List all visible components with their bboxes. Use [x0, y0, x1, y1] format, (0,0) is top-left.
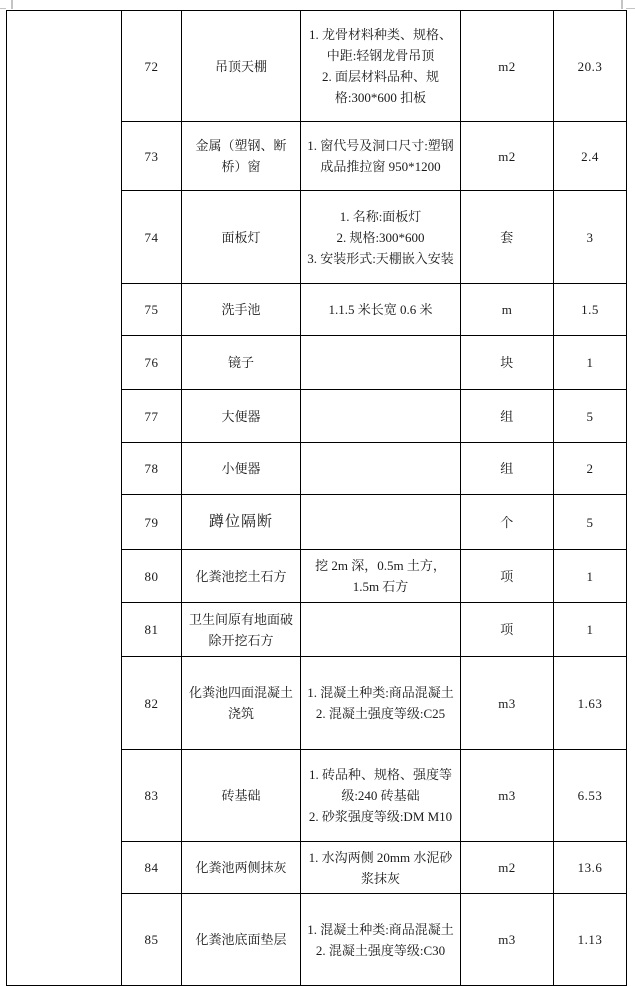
merged-empty-left-cell	[7, 11, 122, 986]
page-margin-mark-right-horizontal	[626, 8, 635, 9]
item-name-cell: 洗手池	[182, 284, 301, 336]
item-name-cell: 化粪池挖土石方	[182, 550, 301, 603]
item-number-cell: 79	[122, 495, 182, 550]
item-number-cell: 85	[122, 894, 182, 986]
item-number-cell: 73	[122, 122, 182, 191]
item-quantity-cell: 5	[554, 495, 627, 550]
item-feature-cell: 挖 2m 深，0.5m 土方，1.5m 石方	[301, 550, 461, 603]
item-name-cell: 化粪池底面垫层	[182, 894, 301, 986]
item-number-cell: 77	[122, 390, 182, 443]
item-feature-cell: 1. 窗代号及洞口尺寸:塑钢成品推拉窗 950*1200	[301, 122, 461, 191]
item-name-cell: 卫生间原有地面破除开挖石方	[182, 603, 301, 657]
item-name-cell: 面板灯	[182, 191, 301, 284]
item-quantity-cell: 13.6	[554, 842, 627, 894]
item-quantity-cell: 6.53	[554, 750, 627, 842]
item-feature-cell	[301, 495, 461, 550]
item-unit-cell: m	[461, 284, 554, 336]
item-unit-cell: 组	[461, 443, 554, 495]
item-name-cell: 砖基础	[182, 750, 301, 842]
item-unit-cell: m3	[461, 657, 554, 750]
item-quantity-cell: 5	[554, 390, 627, 443]
item-feature-cell: 1. 龙骨材料种类、规格、中距:轻钢龙骨吊顶 2. 面层材料品种、规格:300*600 扣板	[301, 11, 461, 122]
item-unit-cell: 块	[461, 336, 554, 390]
item-feature-cell	[301, 603, 461, 657]
item-name-cell: 镜子	[182, 336, 301, 390]
item-unit-cell: m3	[461, 894, 554, 986]
item-number-cell: 76	[122, 336, 182, 390]
item-name-cell: 金属（塑钢、断桥）窗	[182, 122, 301, 191]
item-quantity-cell: 1	[554, 550, 627, 603]
item-unit-cell: m2	[461, 122, 554, 191]
item-unit-cell: 个	[461, 495, 554, 550]
item-quantity-cell: 20.3	[554, 11, 627, 122]
item-feature-cell: 1. 名称:面板灯 2. 规格:300*600 3. 安装形式:天棚嵌入安装	[301, 191, 461, 284]
item-name-cell: 化粪池四面混凝土浇筑	[182, 657, 301, 750]
item-number-cell: 84	[122, 842, 182, 894]
page-margin-mark-right-vertical	[621, 0, 623, 9]
item-number-cell: 74	[122, 191, 182, 284]
item-number-cell: 82	[122, 657, 182, 750]
item-name-cell: 化粪池两侧抹灰	[182, 842, 301, 894]
item-quantity-cell: 2.4	[554, 122, 627, 191]
item-feature-cell	[301, 336, 461, 390]
item-unit-cell: 项	[461, 603, 554, 657]
quantities-table	[6, 10, 627, 986]
item-quantity-cell: 1	[554, 603, 627, 657]
item-number-cell: 78	[122, 443, 182, 495]
item-number-cell: 80	[122, 550, 182, 603]
item-name-cell: 大便器	[182, 390, 301, 443]
quantities-table-body	[7, 11, 627, 986]
page-margin-mark-left-vertical	[11, 0, 13, 9]
item-quantity-cell: 3	[554, 191, 627, 284]
item-name-cell: 蹲位隔断	[182, 495, 301, 550]
item-quantity-cell: 1.5	[554, 284, 627, 336]
item-name-cell: 吊顶天棚	[182, 11, 301, 122]
item-number-cell: 83	[122, 750, 182, 842]
table-row	[7, 11, 627, 122]
item-unit-cell: m3	[461, 750, 554, 842]
item-number-cell: 75	[122, 284, 182, 336]
item-feature-cell: 1. 混凝土种类:商品混凝土 2. 混凝土强度等级:C25	[301, 657, 461, 750]
item-number-cell: 81	[122, 603, 182, 657]
item-feature-cell	[301, 390, 461, 443]
item-unit-cell: m2	[461, 842, 554, 894]
item-feature-cell	[301, 443, 461, 495]
item-name-cell: 小便器	[182, 443, 301, 495]
item-feature-cell: 1. 混凝土种类:商品混凝土 2. 混凝土强度等级:C30	[301, 894, 461, 986]
item-quantity-cell: 2	[554, 443, 627, 495]
item-feature-cell: 1. 砖品种、规格、强度等级:240 砖基础 2. 砂浆强度等级:DM M10	[301, 750, 461, 842]
page-margin-mark-left-horizontal	[0, 8, 6, 9]
item-unit-cell: 组	[461, 390, 554, 443]
item-unit-cell: m2	[461, 11, 554, 122]
item-unit-cell: 套	[461, 191, 554, 284]
item-unit-cell: 项	[461, 550, 554, 603]
item-quantity-cell: 1	[554, 336, 627, 390]
item-quantity-cell: 1.63	[554, 657, 627, 750]
item-number-cell: 72	[122, 11, 182, 122]
item-quantity-cell: 1.13	[554, 894, 627, 986]
item-feature-cell: 1.1.5 米长宽 0.6 米	[301, 284, 461, 336]
item-feature-cell: 1. 水沟两侧 20mm 水泥砂浆抹灰	[301, 842, 461, 894]
